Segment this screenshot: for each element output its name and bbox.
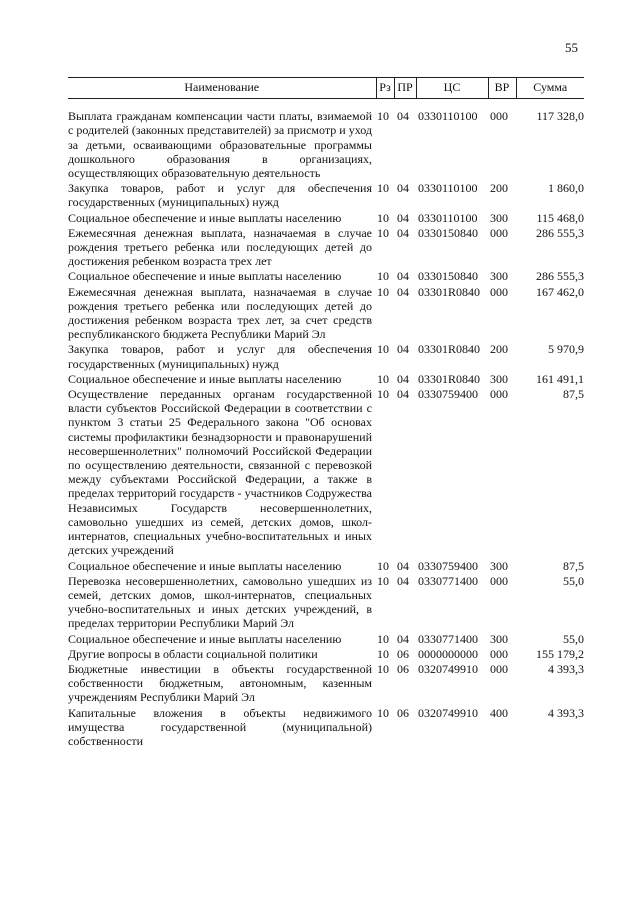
table-row <box>68 559 584 574</box>
cell-pr: 04 <box>397 631 409 646</box>
cell-rz: 10 <box>377 558 389 573</box>
table-row <box>68 181 584 210</box>
cell-vr: 300 <box>490 631 508 646</box>
cell-cs: 0330110100 <box>418 181 478 196</box>
cell-cs: 0330110100 <box>418 210 478 225</box>
budget-table <box>68 77 584 749</box>
cell-rz: 10 <box>377 387 389 402</box>
header-cs: ЦС <box>416 78 488 99</box>
cell-rz: 10 <box>377 661 389 676</box>
cell-pr: 04 <box>397 573 409 588</box>
cell-name: Осуществление переданных органам государственной власти субъектов Российской Федерации в соответствии с пунктом 3 статьи 25 Федерального закона "Об основах системы профилактики безнадзорности и правонарушений несовершеннолетних" полномочий Российской Федерации по осуществлению деятельности, связанной с перевозкой между субъектами Российской Федерации, а также в пределах территорий государств - участников Содружества Независимых Государств несовершеннолетних, самовольно ушедших из семей, детских домов, школ-интернатов, специальных учебно-воспитательных и иных детских учреждений <box>68 387 372 558</box>
header-pr: ПР <box>394 78 416 99</box>
table-row <box>68 342 584 371</box>
cell-vr: 200 <box>490 342 508 357</box>
cell-vr: 000 <box>490 661 508 676</box>
cell-cs: 0330110100 <box>418 109 478 124</box>
cell-sum: 155 179,2 <box>536 646 584 661</box>
cell-sum: 87,5 <box>563 558 584 573</box>
cell-vr: 000 <box>490 646 508 661</box>
cell-vr: 300 <box>490 210 508 225</box>
cell-name: Социальное обеспечение и иные выплаты населению <box>68 371 342 386</box>
cell-rz: 10 <box>377 371 389 386</box>
cell-pr: 04 <box>397 181 409 196</box>
cell-rz: 10 <box>377 210 389 225</box>
cell-pr: 04 <box>397 387 409 402</box>
cell-rz: 10 <box>377 109 389 124</box>
cell-cs: 03301R0840 <box>418 371 481 386</box>
cell-sum: 55,0 <box>563 573 584 588</box>
cell-sum: 87,5 <box>563 387 584 402</box>
table-row <box>68 574 584 632</box>
cell-name: Социальное обеспечение и иные выплаты населению <box>68 558 342 573</box>
cell-name: Ежемесячная денежная выплата, назначаемая в случае рождения третьего ребенка или последующих детей до достижения ребенком возраста трех лет, за счет средств республиканского бюджета Республики Марий Эл <box>68 284 372 342</box>
cell-sum: 4 393,3 <box>548 705 584 720</box>
page-number: 55 <box>565 40 578 55</box>
cell-name: Перевозка несовершеннолетних, самовольно ушедших из семей, детских домов, школ-интернатов, специальных учебно-воспитательных и иных детских учреждений, в пределах территории Республики Марий Эл <box>68 573 372 631</box>
cell-cs: 0320749910 <box>418 661 478 676</box>
cell-sum: 1 860,0 <box>548 181 584 196</box>
cell-cs: 0330759400 <box>418 387 478 402</box>
cell-cs: 03301R0840 <box>418 342 481 357</box>
cell-sum: 55,0 <box>563 631 584 646</box>
header-sum: Сумма <box>516 78 584 99</box>
cell-pr: 04 <box>397 109 409 124</box>
cell-pr: 04 <box>397 371 409 386</box>
cell-vr: 000 <box>490 109 508 124</box>
cell-vr: 300 <box>490 269 508 284</box>
cell-vr: 000 <box>490 387 508 402</box>
cell-cs: 0330771400 <box>418 631 478 646</box>
table-row <box>68 632 584 647</box>
cell-sum: 161 491,1 <box>536 371 584 386</box>
header-rz: Рз <box>376 78 394 99</box>
table-row <box>68 372 584 387</box>
cell-sum: 4 393,3 <box>548 661 584 676</box>
cell-name: Закупка товаров, работ и услуг для обеспечения государственных (муниципальных) нужд <box>68 181 372 210</box>
table-row <box>68 211 584 226</box>
cell-rz: 10 <box>377 631 389 646</box>
cell-vr: 200 <box>490 181 508 196</box>
cell-sum: 115 468,0 <box>536 210 584 225</box>
cell-name: Закупка товаров, работ и услуг для обеспечения государственных (муниципальных) нужд <box>68 342 372 371</box>
cell-pr: 04 <box>397 558 409 573</box>
header-vr: ВР <box>488 78 516 99</box>
cell-rz: 10 <box>377 225 389 240</box>
cell-vr: 300 <box>490 558 508 573</box>
table-row <box>68 706 584 750</box>
table-header-row <box>68 78 584 99</box>
cell-name: Ежемесячная денежная выплата, назначаемая в случае рождения третьего ребенка или последующих детей до достижения ребенком возраста трех лет <box>68 225 372 269</box>
table-row <box>68 226 584 270</box>
cell-pr: 06 <box>397 705 409 720</box>
cell-name: Другие вопросы в области социальной политики <box>68 646 318 661</box>
cell-pr: 04 <box>397 210 409 225</box>
cell-name: Бюджетные инвестиции в объекты государственной собственности бюджетным, автономным, казенным учреждениям Республики Марий Эл <box>68 661 372 705</box>
cell-cs: 0330771400 <box>418 573 478 588</box>
cell-sum: 167 462,0 <box>536 284 584 299</box>
cell-cs: 0320749910 <box>418 705 478 720</box>
cell-vr: 400 <box>490 705 508 720</box>
cell-vr: 000 <box>490 225 508 240</box>
cell-cs: 0330150840 <box>418 225 478 240</box>
cell-pr: 04 <box>397 225 409 240</box>
cell-sum: 117 328,0 <box>536 109 584 124</box>
cell-name: Выплата гражданам компенсации части платы, взимаемой с родителей (законных представителей) за присмотр и уход за детьми, осваивающими образовательные программы дошкольного образования в организациях, осуществляющих образовательную деятельность <box>68 109 372 181</box>
cell-rz: 10 <box>377 284 389 299</box>
cell-pr: 04 <box>397 284 409 299</box>
cell-pr: 06 <box>397 646 409 661</box>
cell-name: Социальное обеспечение и иные выплаты населению <box>68 210 342 225</box>
cell-name: Социальное обеспечение и иные выплаты населению <box>68 631 342 646</box>
cell-vr: 300 <box>490 371 508 386</box>
table-row <box>68 285 584 343</box>
cell-pr: 06 <box>397 661 409 676</box>
table-body <box>68 109 584 749</box>
cell-rz: 10 <box>377 646 389 661</box>
cell-vr: 000 <box>490 284 508 299</box>
cell-cs: 03301R0840 <box>418 284 481 299</box>
cell-sum: 5 970,9 <box>548 342 584 357</box>
cell-rz: 10 <box>377 573 389 588</box>
cell-cs: 0330150840 <box>418 269 478 284</box>
cell-rz: 10 <box>377 181 389 196</box>
cell-pr: 04 <box>397 342 409 357</box>
cell-sum: 286 555,3 <box>536 269 584 284</box>
cell-cs: 0330759400 <box>418 558 478 573</box>
cell-name: Социальное обеспечение и иные выплаты населению <box>68 269 342 284</box>
table-row <box>68 109 584 181</box>
table-row <box>68 387 584 558</box>
cell-rz: 10 <box>377 269 389 284</box>
table-row <box>68 647 584 662</box>
cell-pr: 04 <box>397 269 409 284</box>
cell-rz: 10 <box>377 705 389 720</box>
cell-cs: 0000000000 <box>418 646 478 661</box>
cell-sum: 286 555,3 <box>536 225 584 240</box>
cell-name: Капитальные вложения в объекты недвижимого имущества государственной (муниципальной) собственности <box>68 705 372 748</box>
table-row <box>68 269 584 284</box>
header-name: Наименование <box>68 78 376 99</box>
table-row <box>68 662 584 706</box>
cell-vr: 000 <box>490 573 508 588</box>
cell-rz: 10 <box>377 342 389 357</box>
